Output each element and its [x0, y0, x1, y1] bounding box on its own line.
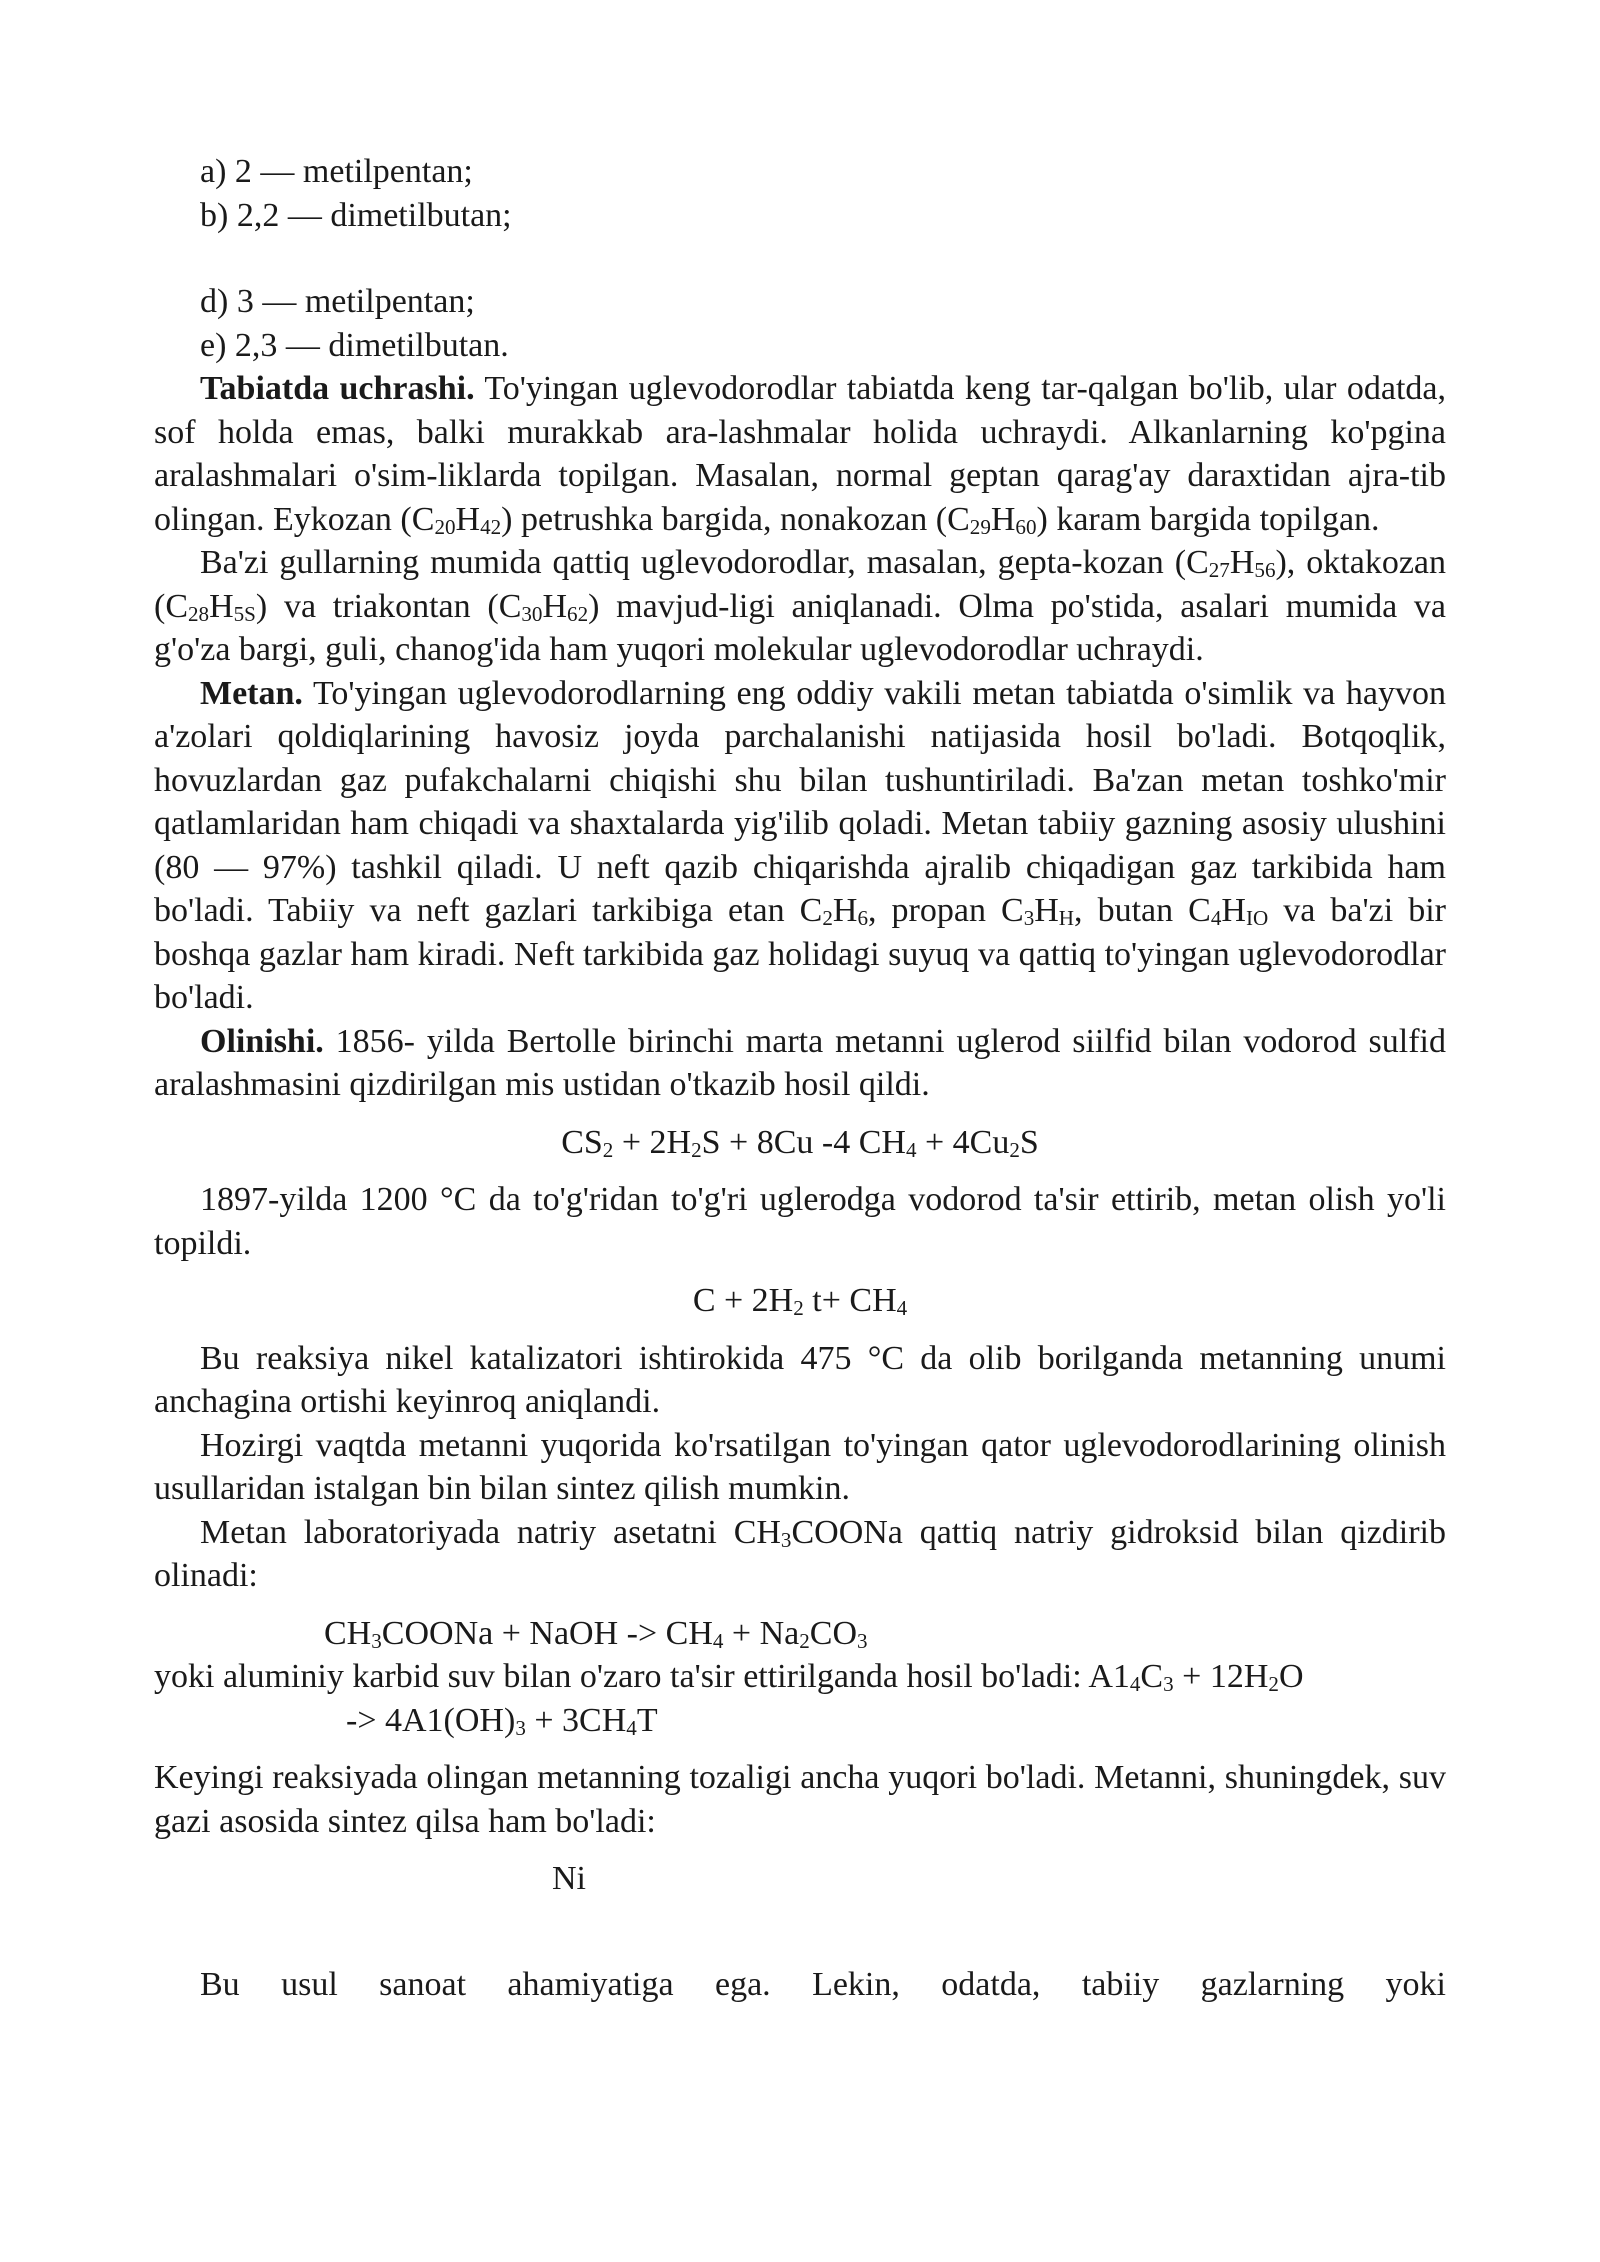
catalyst-label-ni: Ni — [552, 1860, 586, 1897]
equation-direct-synthesis: C + 2H2 t+ CH4 — [692, 1282, 908, 1320]
list-item-d: d) 3 — metilpentan; — [200, 283, 475, 320]
section-heading-tabiatda: Tabiatda uchrashi. — [200, 370, 475, 407]
spacer — [154, 237, 1446, 280]
paragraph-gullar: Ba'zi gullarning mumida qattiq uglevodorodlar, masalan, gepta-kozan (C27H56), oktakozan (C28H5S) va triakontan (C30H62) mavjud-ligi aniqlanadi. Olma po'stida, asalari mumida va g'o'za bargi, guli, chanog'ida ham yuqori molekular uglevodorodlar uchraydi. — [154, 544, 1446, 668]
section-heading-metan: Metan. — [200, 674, 303, 712]
paragraph-sanoat: Bu usul sanoat ahamiyatiga ega. Lekin, odatda, tabiiy gazlarning yoki — [200, 1965, 1446, 2003]
equation-bertolle: CS2 + 2H2S + 8Cu -4 CH4 + 4Cu2S — [561, 1123, 1039, 1162]
list-item-e: e) 2,3 — dimetilbutan. — [200, 326, 509, 364]
paragraph-metan: Metan. To'yingan uglevodorodlarning eng oddiy vakili metan tabiatda o'simlik va hayvon a'zolari qoldiqlarining havosiz joyda parchalanishi natijasida hosil bo'ladi. Botqoqlik, hovuzlardan gaz pufakchalarni chiqishi shu bilan tushuntiriladi. Ba'zan metan toshko'mir qatlamlaridan ham chiqadi va shaxtalarda yig'ilib qoladi. Metan tabiiy gazning asosiy ulushini (80 — 97%) tashkil qiladi. U neft qazib chiqarishda ajralib chiqadigan gaz tarkibida ham bo'ladi. Tabiiy va neft gazlari tarkibiga etan C2H6, propan C3HH, butan C4HIO va ba'zi bir boshqa gazlar ham kiradi. Neft tarkibida gaz holidagi suyuq va qattiq to'yingan uglevodorodlar bo'ladi. — [154, 674, 1446, 1016]
paragraph-keyingi: Keyingi reaksiyada olingan metanning tozaligi ancha yuqori bo'ladi. Metanni, shuningdek, suv gazi asosida sintez qilsa ham bo'ladi: — [154, 1759, 1446, 1840]
document-page — [154, 150, 1446, 2006]
paragraph-olinishi: Olinishi. 1856- yilda Bertolle birinchi marta metanni uglerod siilfid bilan vodorod sulfid aralashmasini qizdirilgan mis ustidan o'tkazib hosil qildi. — [154, 1022, 1446, 1103]
list-item-a: a) 2 — metilpentan; — [200, 153, 473, 190]
list-item-b: b) 2,2 — dimetilbutan; — [200, 196, 512, 234]
paragraph-laboratoriya: Metan laboratoriyada natriy asetatni CH3COONa qattiq natriy gidroksid bilan qizdirib olinadi: — [154, 1513, 1446, 1594]
paragraph-1897: 1897-yilda 1200 °C da to'g'ridan to'g'ri uglerodga vodorod ta'sir ettirib, metan olish yo'li topildi. — [154, 1181, 1446, 1262]
equation-sodium-acetate: CH3COONa + NaOH -> CH4 + Na2CO3 — [324, 1614, 868, 1653]
section-heading-olinishi: Olinishi. — [200, 1022, 324, 1060]
paragraph-aluminiy-karbid: yoki aluminiy karbid suv bilan o'zaro ta'sir ettirilganda hosil bo'ladi: A14C3 + 12H2O — [154, 1658, 1304, 1696]
paragraph-hozirgi: Hozirgi vaqtda metanni yuqorida ko'rsatilgan to'yingan qator uglevodorodlarining olinish usullaridan istalgan bin bilan sintez qilish mumkin. — [154, 1426, 1446, 1507]
equation-aluminiy-karbid: -> 4A1(OH)3 + 3CH4T — [346, 1701, 658, 1740]
paragraph-nikel: Bu reaksiya nikel katalizatori ishtirokida 475 °C da olib borilganda metanning unumi anchagina ortishi keyinroq aniqlandi. — [154, 1339, 1446, 1420]
paragraph-tabiatda: Tabiatda uchrashi. To'yingan uglevodorodlar tabiatda keng tar-qalgan bo'lib, ular odatda, sof holda emas, balki murakkab ara-lashmalar holida uchraydi. Alkanlarning ko'pgina aralashmalari o'sim-liklarda topilgan. Masalan, normal geptan qarag'ay daraxtidan ajra-tib olingan. Eykozan (C20H42) petrushka bargida, nonakozan (C29H60) karam bargida topilgan. — [154, 370, 1446, 539]
